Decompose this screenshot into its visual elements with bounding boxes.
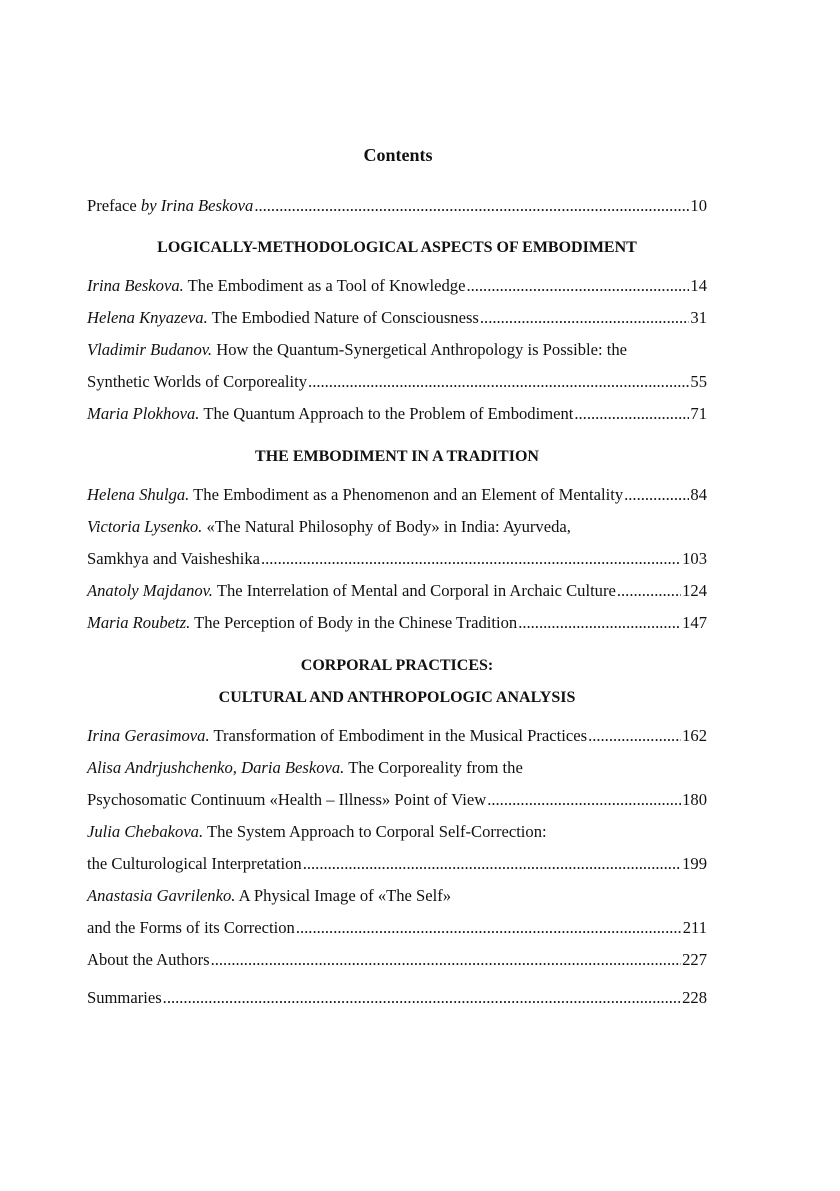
dot-leader [254, 195, 689, 217]
dot-leader [466, 275, 689, 297]
entry-title: The Perception of Body in the Chinese Tradition [194, 613, 518, 632]
page-number: 31 [690, 308, 707, 327]
toc-entry[interactable] [87, 307, 707, 329]
entry-author: Irina Beskova. [87, 276, 184, 295]
toc-entry[interactable] [87, 725, 707, 747]
entry-title: The Embodiment as a Phenomenon and an Element of Mentality [193, 485, 624, 504]
page-number: 124 [682, 581, 707, 600]
page-number: 55 [690, 372, 707, 391]
entry-title: The Embodiment as a Tool of Knowledge [187, 276, 466, 295]
entry-author: Victoria Lysenko. [87, 517, 203, 536]
entry-title: Summaries [87, 988, 162, 1007]
entry-author: by Irina Beskova [140, 196, 254, 215]
page-number: 10 [690, 196, 707, 215]
dot-leader [617, 580, 681, 602]
dot-leader [261, 548, 681, 570]
dot-leader [588, 725, 681, 747]
entry-author: Anastasia Gavrilenko. [87, 886, 236, 905]
page-number: 84 [690, 485, 707, 504]
entry-title-continued: Samkhya and Vaisheshika [87, 549, 260, 568]
entry-title: The Embodied Nature of Consciousness [211, 308, 479, 327]
page-title: Contents [363, 145, 433, 165]
page-number: 227 [682, 950, 707, 969]
entry-author: Julia Chebakova. [87, 822, 204, 841]
dot-leader [518, 612, 681, 634]
entry-title: The Interrelation of Mental and Corporal in Archaic Culture [216, 581, 616, 600]
entry-title: The System Approach to Corporal Self-Correction: [206, 822, 547, 841]
toc-entry[interactable] [87, 917, 707, 939]
dot-leader [296, 917, 682, 939]
section-heading: CORPORAL PRACTICES: [300, 657, 494, 674]
toc-entry[interactable] [87, 484, 707, 506]
entry-title: Preface [87, 196, 141, 215]
toc-entry[interactable] [87, 371, 707, 393]
toc-entry-first-line[interactable] [87, 885, 707, 907]
dot-leader [480, 307, 690, 329]
entry-author: Irina Gerasimova. [87, 726, 210, 745]
page-number: 228 [682, 988, 707, 1007]
page-number: 162 [682, 726, 707, 745]
page-number: 211 [682, 918, 707, 937]
toc-entry[interactable] [87, 403, 707, 425]
toc-entry[interactable] [87, 789, 707, 811]
toc-entry[interactable] [87, 853, 707, 875]
entry-title: Transformation of Embodiment in the Musical Practices [213, 726, 588, 745]
page-number: 14 [690, 276, 707, 295]
toc-entry-summaries[interactable] [87, 987, 707, 1009]
entry-title-continued: Psychosomatic Continuum «Health – Illness» Point of View [87, 790, 487, 809]
entry-author: Helena Shulga. [87, 485, 190, 504]
dot-leader [574, 403, 689, 425]
toc-entry-preface[interactable] [87, 195, 707, 217]
entry-author: Helena Knyazeva. [87, 308, 208, 327]
toc-entry[interactable] [87, 548, 707, 570]
page-number: 71 [690, 404, 707, 423]
toc-entry-about-authors[interactable] [87, 949, 707, 971]
dot-leader [163, 987, 681, 1009]
entry-author: Maria Plokhova. [87, 404, 200, 423]
entry-title: The Corporeality from the [348, 758, 523, 777]
entry-author: Maria Roubetz. [87, 613, 191, 632]
entry-title-continued: Synthetic Worlds of Corporeality [87, 372, 308, 391]
entry-author: Anatoly Majdanov. [87, 581, 213, 600]
dot-leader [308, 371, 689, 393]
toc-entry-first-line[interactable] [87, 821, 707, 843]
toc-entry[interactable] [87, 580, 707, 602]
section-heading: LOGICALLY-METHODOLOGICAL ASPECTS OF EMBODIMENT [157, 239, 637, 256]
page-number: 199 [682, 854, 707, 873]
toc-entry-first-line[interactable] [87, 339, 707, 361]
entry-title: About the Authors [87, 950, 210, 969]
entry-title: The Quantum Approach to the Problem of Embodiment [203, 404, 574, 423]
toc-entry-first-line[interactable] [87, 516, 707, 538]
dot-leader [624, 484, 689, 506]
entry-title: «The Natural Philosophy of Body» in India: Ayurveda, [206, 517, 571, 536]
toc-entry[interactable] [87, 612, 707, 634]
entry-title: How the Quantum-Synergetical Anthropology is Possible: the [216, 340, 628, 359]
entry-author: Alisa Andrjushchenko, Daria Beskova. [87, 758, 345, 777]
dot-leader [487, 789, 681, 811]
dot-leader [303, 853, 681, 875]
section-heading-continued: CULTURAL AND ANTHROPOLOGIC ANALYSIS [218, 689, 576, 706]
entry-author: Vladimir Budanov. [87, 340, 213, 359]
entry-title-continued: and the Forms of its Correction [87, 918, 295, 937]
toc-entry[interactable] [87, 275, 707, 297]
toc-entry-first-line[interactable] [87, 757, 707, 779]
section-heading: THE EMBODIMENT IN A TRADITION [255, 448, 539, 465]
entry-title-continued: the Culturological Interpretation [87, 854, 302, 873]
dot-leader [211, 949, 682, 971]
page-number: 147 [682, 613, 707, 632]
page-number: 103 [682, 549, 707, 568]
page-number: 180 [682, 790, 707, 809]
entry-title: A Physical Image of «The Self» [238, 886, 452, 905]
